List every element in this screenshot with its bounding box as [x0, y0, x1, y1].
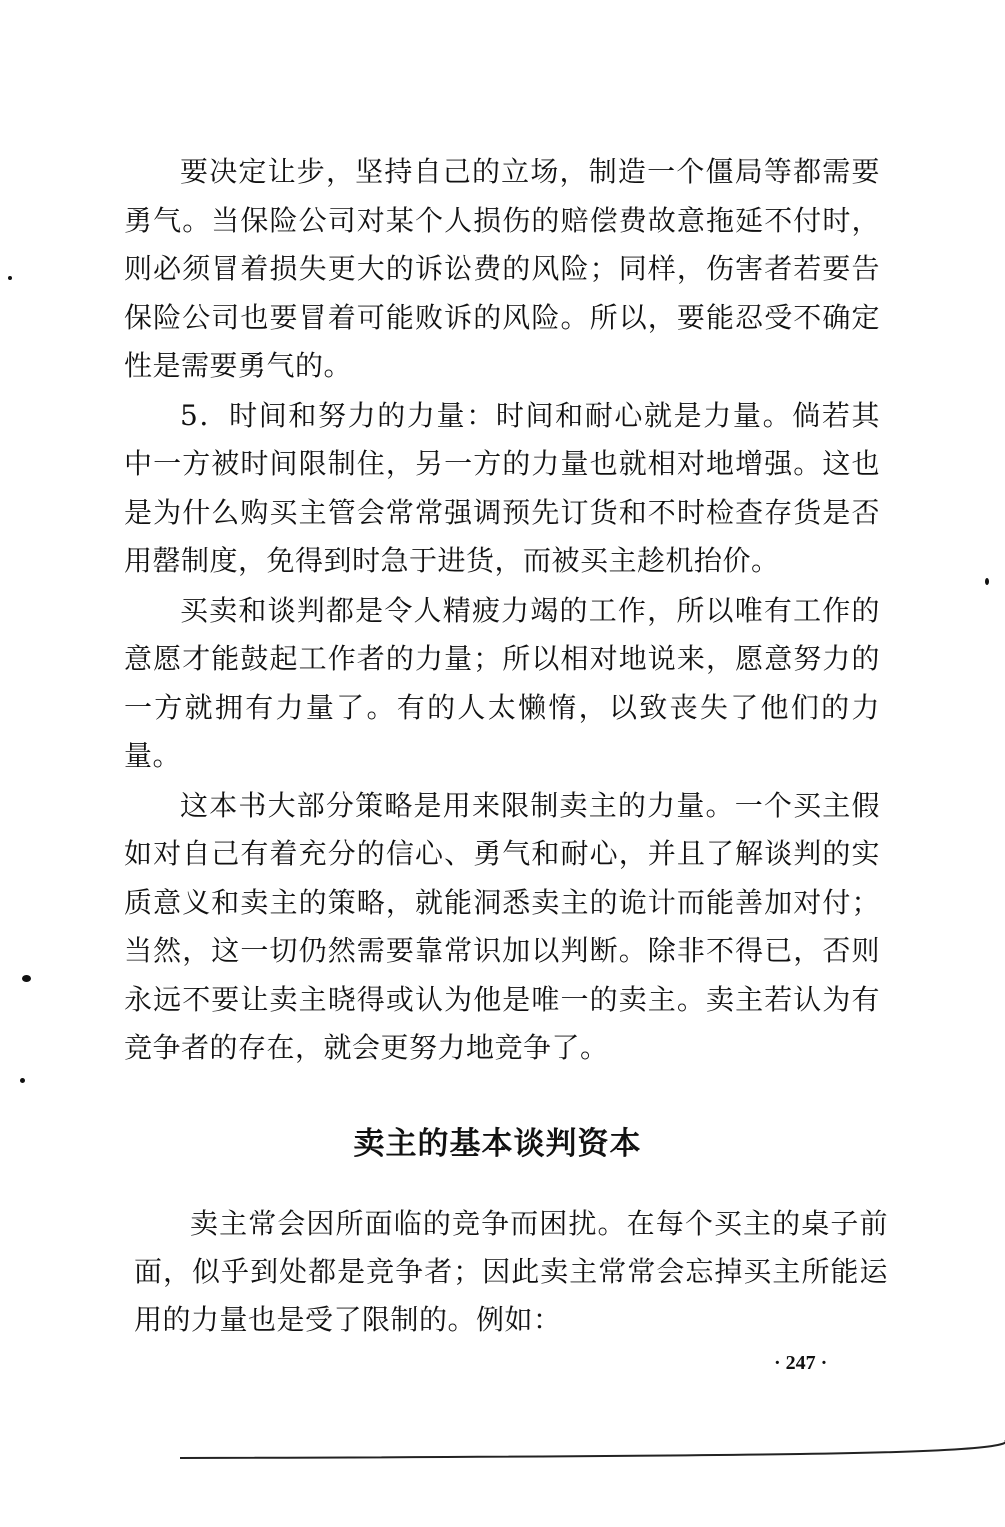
body-text-top — [124, 148, 880, 1074]
scan-speck — [985, 578, 989, 585]
section-heading: 卖主的基本谈判资本 — [353, 1126, 642, 1162]
scan-speck — [20, 1078, 25, 1083]
page-number: · 247 · — [774, 1352, 828, 1374]
body-text-bottom — [134, 1200, 888, 1345]
paragraph-seller-competition: 卖主常会因所面临的竞争而困扰。在每个买主的桌子前面，似乎到处都是竞争者；因此卖主常常会忘掉买主所能运用的力量也是受了限制的。例如： — [134, 1207, 888, 1336]
paragraph-negotiation-work: 买卖和谈判都是令人精疲力竭的工作，所以唯有工作的意愿才能鼓起工作者的力量；所以相对地说来，愿意努力的一方就拥有力量了。有的人太懒惰，以致丧失了他们的力量。 — [124, 593, 880, 772]
paragraph-book-strategy: 这本书大部分策略是用来限制卖主的力量。一个买主假如对自己有着充分的信心、勇气和耐心，并且了解谈判的实质意义和卖主的策略，就能洞悉卖主的诡计而能善加对付；当然，这一切仍然需要靠常识加以判断。除非不得已，否则永远不要让卖主晓得或认为他是唯一的卖主。卖主若认为有竞争者的存在，就会更努力地竞争了。 — [124, 788, 880, 1064]
scan-speck — [8, 276, 12, 280]
paragraph-time-effort: 5．时间和努力的力量：时间和耐心就是力量。倘若其中一方被时间限制住，另一方的力量也就相对地增强。这也是为什么购买主管会常常强调预先订货和不时检查存货是否用罄制度，免得到时急于进货，而被买主趁机抬价。 — [124, 398, 880, 577]
scan-speck — [22, 975, 31, 982]
scan-edge-shadow — [180, 1440, 1005, 1460]
paragraph-courage: 要决定让步，坚持自己的立场，制造一个僵局等都需要勇气。当保险公司对某个人损伤的赔偿费故意拖延不付时，则必须冒着损失更大的诉讼费的风险；同样，伤害者若要告保险公司也要冒着可能败诉的风险。所以，要能忍受不确定性是需要勇气的。 — [124, 155, 880, 382]
